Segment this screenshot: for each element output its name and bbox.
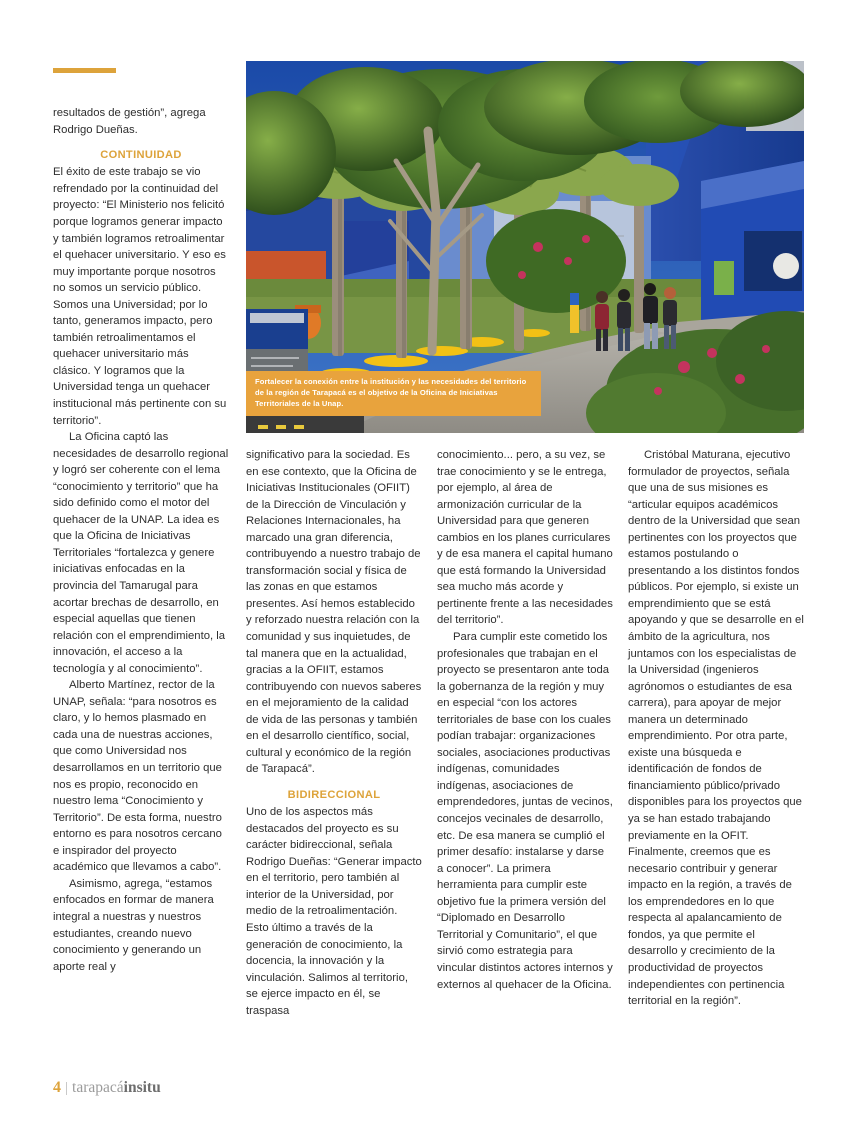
article-column-4	[628, 447, 804, 1010]
body-paragraph: Alberto Martínez, rector de la UNAP, señala: “para nosotros es claro, y lo hemos plasmado en cada una de nuestras acciones, que como Universidad nos desarrollamos en un territorio que nos es propio, reconocido en nuestro lema “Conocimiento y Territorio”. De esta forma, nuestro entorno es para nosotros cercano e inspirador del proyecto académico que llevamos a cabo”.	[53, 679, 222, 874]
article-column-3	[437, 447, 613, 993]
body-paragraph: Asimismo, agrega, “estamos enfocados en formar de manera integral a nuestras y nuestros estudiantes, creando nuevo conocimiento y generando un aporte real y	[53, 877, 214, 973]
body-paragraph: Cristóbal Maturana, ejecutivo formulador de proyectos, señala que una de sus misiones es “articular equipos académicos dentro de la Universidad que sean pertinentes con los proyectos que estamos postulando o presentando a los distintos fondos públicos. Por ejemplo, si existe un emprendimiento que se está apoyando y que se desarrolle en el ámbito de la agricultura, nos juntamos con los especialistas de la Universidad (ingenieros agrónomos o estudiantes de esa carrera), para apoyar de mejor manera un determinado emprendimiento. Por otra parte, existe una búsqueda e identificación de fondos de financiamiento público/privado disponibles para los proyectos que ya se han estado trabajando previamente en la OFIT. Finalmente, creemos que es necesario contribuir y generar impacto en la región, a través de los emprendedores en lo que respecta al apalancamiento de fondos, ya que permite el desarrollo y crecimiento de la productividad de proyectos independientes con pertinencia territorial en la región”.	[628, 449, 804, 1008]
page-footer	[53, 1079, 161, 1097]
article-column-2	[246, 447, 422, 1019]
body-paragraph: significativo para la sociedad. Es en ese contexto, que la Oficina de Iniciativas Institucionales (OFIIT) de la Dirección de Vinculación y Relaciones Internacionales, ha marcado una gran diferencia, contribuyendo a nuestro trabajo de transformación social y física de las zonas en que estamos presentes. Así hemos establecido y reforzado nuestra relación con la comunidad y sus inquietudes, de tal manera que en la actualidad, gracias a la OFIIT, estamos contribuyendo con nuevos saberes en el mejoramiento de la calidad de vida de las personas y también en el desarrollo científico, social, cultural y económico de la región de Tarapacá”.	[246, 449, 422, 776]
section-heading: CONTINUIDAD	[100, 149, 182, 162]
article-column-1	[53, 105, 229, 975]
section-heading: BIDIRECCIONAL	[287, 788, 381, 801]
body-paragraph: La Oficina captó las necesidades de desarrollo regional y logró ser coherente con el lema “conocimiento y territorio” que ha sido definido como el motor del quehacer de la UNAP. La idea es que la Oficina de Iniciativas Territoriales “fortalezca y genere iniciativas enfocadas en la provincia del Tamarugal para acortar brechas de desarrollo, en especial aquellas que tienen relación con el emprendimiento, la innovación, el acceso a la tecnología y al conocimiento”.	[53, 431, 229, 675]
body-paragraph: El éxito de este trabajo se vio refrendado por la continuidad del proyecto: “El Ministerio nos felicitó porque logramos generar impacto y también logramos retroalimentar el quehacer universitario. Y eso es muy importante porque nosotros no somos un servicio público. Somos una Universidad; por lo tanto, generamos impacto, pero también retroalimentamos el quehacer universitario más clásico. Y logramos que la Universidad tenga un quehacer institucional más pertinente con su territorio”.	[53, 166, 227, 427]
body-paragraph: resultados de gestión”, agrega Rodrigo Dueñas.	[53, 107, 206, 136]
brand-name-bold: insitu	[123, 1079, 161, 1096]
photo-caption: Fortalecer la conexión entre la institución y las necesidades del territorio de la región de Tarapacá es el objetivo de la Oficina de Iniciativas Territoriales de la Unap.	[246, 371, 541, 416]
body-paragraph: Uno de los aspectos más destacados del proyecto es su carácter bidireccional, señala Rodrigo Dueñas: “Generar impacto en el territorio, pero también al interior de la Universidad, por medio de la retroalimentación. Esto último a través de la generación de conocimiento, la docencia, la innovación y la vinculación. Salimos al territorio, se ejerce impacto en él, se traspasa	[246, 806, 422, 1017]
accent-rule	[53, 68, 116, 73]
brand-name-light: tarapacá	[72, 1079, 124, 1096]
page-number: 4	[53, 1079, 61, 1096]
body-paragraph: Para cumplir este cometido los profesionales que trabajan en el proyecto se presentaron ante toda la gobernanza de la región y muy en especial “con los actores territoriales de base con los cuales podían trabajar: organizaciones sociales, asociaciones productivas indígenas, comunidades indígenas, asociaciones de emprendedores, juntas de vecinos, concejos vecinales de desarrollo, etc. De esa manera se cumplió el primer desafío: instalarse y darse a conocer”. La primera herramienta para cumplir este objetivo fue la primera versión del “Diplomado en Desarrollo Territorial y Comunitario”, el que sirvió como estrategia para vincular distintos actores internos y externos al quehacer de la Oficina.	[437, 631, 613, 991]
publication-brand	[72, 1079, 161, 1097]
footer-separator: |	[65, 1080, 69, 1096]
body-paragraph: conocimiento... pero, a su vez, se trae conocimiento y se le entrega, por ejemplo, al área de armonización curricular de la Universidad para que generen cambios en los planes curriculares y de esa manera el capital humano que está formando la Universidad sea mucho más acorde y pertinente frente a las necesidades del territorio”.	[437, 449, 613, 627]
